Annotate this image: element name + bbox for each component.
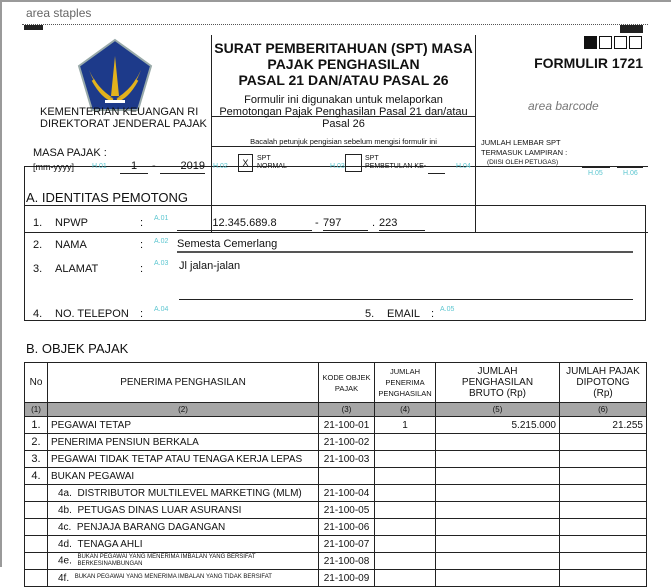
row-number — [25, 502, 48, 519]
recipient-name: PENERIMA PENSIUN BERKALA — [48, 434, 319, 451]
barcode-area: area barcode — [528, 99, 599, 113]
recipient-name — [48, 519, 319, 536]
marker — [620, 25, 643, 33]
ministry-logo — [75, 36, 155, 116]
gross-income-cell[interactable] — [436, 536, 560, 553]
tax-withheld-cell[interactable] — [560, 451, 647, 468]
row-number: 3. — [25, 451, 48, 468]
form-description: Formulir ini digunakan untuk melaporkan Pemotongan Pajak Penghasilan Pasal 21 dan/atau Pasal 26 — [219, 94, 468, 130]
recipient-count-cell[interactable] — [375, 451, 436, 468]
tax-withheld-cell[interactable] — [560, 468, 647, 485]
month-input[interactable]: 1 — [120, 160, 148, 174]
table-row — [25, 451, 647, 468]
pembetulan-input[interactable] — [428, 162, 445, 174]
divider — [22, 24, 648, 25]
table-row — [25, 417, 647, 434]
gross-income-cell[interactable] — [436, 434, 560, 451]
row-number: 4. — [25, 468, 48, 485]
sub-number: 4e. — [58, 555, 72, 567]
row-number: 3. — [33, 263, 43, 275]
column-number: (6) — [560, 403, 647, 417]
field-code: H.05 — [588, 170, 603, 177]
masa-pajak-label: MASA PAJAK : — [33, 147, 107, 159]
staples-area-label: area staples — [26, 6, 92, 20]
recipient-count-cell[interactable] — [375, 434, 436, 451]
nama-input[interactable]: Semesta Cemerlang — [177, 238, 633, 253]
gross-income-cell[interactable] — [436, 485, 560, 502]
row-number: 2. — [25, 434, 48, 451]
page-indicator — [584, 36, 642, 54]
lampiran-note: (DIISI OLEH PETUGAS) — [487, 159, 559, 166]
tax-object-code — [319, 468, 375, 485]
recipient-name — [48, 536, 319, 553]
recipient-label: TENAGA AHLI — [77, 538, 143, 550]
lampiran-input-1[interactable] — [582, 156, 610, 168]
table-row — [25, 519, 647, 536]
recipient-name: BUKAN PEGAWAI — [48, 468, 319, 485]
table-header-row — [25, 363, 647, 403]
recipient-name — [48, 570, 319, 587]
recipient-name: PEGAWAI TIDAK TETAP ATAU TENAGA KERJA LEPAS — [48, 451, 319, 468]
column-header: KODE OBJEK PAJAK — [319, 363, 375, 403]
row-number — [25, 485, 48, 502]
column-header: PENERIMA PENGHASILAN — [48, 363, 319, 403]
recipient-label: BUKAN PEGAWAI YANG MENERIMA IMBALAN YANG TIDAK BERSIFAT — [74, 574, 272, 581]
colon: : — [140, 263, 144, 275]
row-number: 1. — [33, 217, 43, 229]
row-number: 5. — [365, 308, 375, 320]
tax-withheld-cell[interactable] — [560, 519, 647, 536]
recipient-name — [48, 502, 319, 519]
row-number — [25, 570, 48, 587]
tax-withheld-cell[interactable] — [560, 434, 647, 451]
column-number-row — [25, 403, 647, 417]
email-input[interactable] — [463, 307, 633, 321]
table-row — [25, 485, 647, 502]
gross-income-cell[interactable]: 5.215.000 — [436, 417, 560, 434]
marker — [24, 25, 43, 30]
row-number: 1. — [25, 417, 48, 434]
recipient-count-cell[interactable]: 1 — [375, 417, 436, 434]
tax-withheld-cell[interactable]: 21.255 — [560, 417, 647, 434]
separator: - — [315, 217, 319, 229]
gross-income-cell[interactable] — [436, 502, 560, 519]
objek-pajak-table — [24, 362, 647, 587]
table-row — [25, 536, 647, 553]
ministry-name: KEMENTERIAN KEUANGAN RI DIREKTORAT JENDERAL PAJAK — [40, 106, 207, 130]
tax-object-code: 21-100-04 — [319, 485, 375, 502]
tax-object-code: 21-100-02 — [319, 434, 375, 451]
tax-withheld-cell[interactable] — [560, 485, 647, 502]
recipient-name — [48, 485, 319, 502]
npwp-part2-input[interactable]: 797 — [323, 217, 368, 231]
recipient-label: PETUGAS DINAS LUAR ASURANSI — [77, 504, 242, 516]
tax-object-code: 21-100-08 — [319, 553, 375, 570]
lampiran-input-2[interactable] — [617, 156, 643, 168]
table-row — [25, 502, 647, 519]
recipient-label: PENJAJA BARANG DAGANGAN — [76, 521, 226, 533]
recipient-label: DISTRIBUTOR MULTILEVEL MARKETING (MLM) — [77, 487, 302, 499]
tax-object-code: 21-100-07 — [319, 536, 375, 553]
npwp-part1-input[interactable]: 12.345.689.8 — [177, 217, 312, 231]
telepon-input[interactable] — [177, 307, 356, 321]
tax-object-code: 21-100-06 — [319, 519, 375, 536]
gross-income-cell[interactable] — [436, 519, 560, 536]
spt-normal-checkbox[interactable]: X — [238, 154, 253, 172]
field-code: A.02 — [154, 238, 169, 245]
spt-pembetulan-label: SPT PEMBETULAN KE- — [365, 155, 427, 170]
sub-number: 4a. — [58, 487, 72, 499]
separator: - — [152, 160, 156, 172]
lampiran-label: JUMLAH LEMBAR SPT TERMASUK LAMPIRAN : — [481, 138, 568, 157]
field-code: H.01 — [92, 163, 107, 170]
telepon-label: NO. TELEPON — [55, 308, 129, 320]
tax-withheld-cell[interactable] — [560, 570, 647, 587]
divider — [211, 146, 475, 147]
colon: : — [140, 217, 144, 229]
npwp-part3-input[interactable]: 223 — [379, 217, 425, 231]
table-row — [25, 468, 647, 485]
form-title: SURAT PEMBERITAHUAN (SPT) MASA PAJAK PENGHASILAN PASAL 21 DAN/ATAU PASAL 26 — [214, 40, 473, 88]
colon: : — [140, 239, 144, 251]
row-number — [25, 536, 48, 553]
row-number: 4. — [33, 308, 43, 320]
recipient-count-cell[interactable] — [375, 485, 436, 502]
sub-number: 4c. — [58, 521, 72, 533]
alamat-input[interactable]: Jl jalan-jalan — [179, 260, 633, 300]
colon: : — [140, 308, 144, 320]
tax-object-code: 21-100-03 — [319, 451, 375, 468]
field-code: A.03 — [154, 260, 169, 267]
field-code: H.04 — [456, 163, 471, 170]
recipient-name: PEGAWAI TETAP — [48, 417, 319, 434]
tax-withheld-cell[interactable] — [560, 502, 647, 519]
spt-pembetulan-checkbox[interactable] — [345, 154, 362, 172]
gross-income-cell[interactable] — [436, 468, 560, 485]
section-b-title: B. OBJEK PAJAK — [26, 341, 129, 356]
recipient-count-cell[interactable] — [375, 570, 436, 587]
npwp-label: NPWP — [55, 217, 88, 229]
field-code: H.06 — [623, 170, 638, 177]
recipient-count-cell[interactable] — [375, 502, 436, 519]
form-number: FORMULIR 1721 — [534, 55, 643, 71]
column-number: (3) — [319, 403, 375, 417]
column-header: JUMLAH PENERIMA PENGHASILAN — [375, 363, 436, 403]
column-number: (1) — [25, 403, 48, 417]
field-code: H.02 — [213, 163, 228, 170]
colon: : — [431, 308, 435, 320]
year-input[interactable]: 2019 — [160, 160, 205, 174]
gross-income-cell[interactable] — [436, 451, 560, 468]
tax-object-code: 21-100-09 — [319, 570, 375, 587]
tax-withheld-cell[interactable] — [560, 536, 647, 553]
table-row — [25, 570, 647, 587]
section-a-title: A. IDENTITAS PEMOTONG — [26, 190, 189, 205]
table-row — [25, 434, 647, 451]
recipient-count-cell[interactable] — [375, 519, 436, 536]
column-number: (2) — [48, 403, 319, 417]
column-header: No — [25, 363, 48, 403]
sub-number: 4b. — [58, 504, 72, 516]
column-header: JUMLAH PAJAK DIPOTONG (Rp) — [560, 363, 647, 403]
column-header: JUMLAH PENGHASILAN BRUTO (Rp) — [436, 363, 560, 403]
instruction-note: Bacalah petunjuk pengisian sebelum mengisi formulir ini — [250, 137, 437, 146]
sub-number: 4f. — [58, 572, 70, 584]
field-code: H.03 — [330, 163, 345, 170]
divider — [475, 35, 476, 232]
tax-object-code: 21-100-05 — [319, 502, 375, 519]
row-number: 2. — [33, 239, 43, 251]
field-code: A.01 — [154, 215, 169, 222]
row-number — [25, 519, 48, 536]
alamat-label: ALAMAT — [55, 263, 99, 275]
masa-format: [mm-yyyy] — [33, 162, 74, 172]
recipient-label: BUKAN PEGAWAI YANG MENERIMA IMBALAN YANG BERSIFAT BERKESINAMBUNGAN — [77, 554, 256, 567]
email-label: EMAIL — [387, 308, 421, 320]
recipient-count-cell[interactable] — [375, 536, 436, 553]
column-number: (4) — [375, 403, 436, 417]
separator: . — [372, 217, 376, 229]
gross-income-cell[interactable] — [436, 570, 560, 587]
spt-normal-label: SPT NORMAL — [257, 155, 287, 170]
column-number: (5) — [436, 403, 560, 417]
recipient-count-cell[interactable] — [375, 468, 436, 485]
field-code: A.05 — [440, 306, 455, 313]
field-code: A.04 — [154, 306, 169, 313]
nama-label: NAMA — [55, 239, 87, 251]
tax-object-code: 21-100-01 — [319, 417, 375, 434]
sub-number: 4d. — [58, 538, 72, 550]
